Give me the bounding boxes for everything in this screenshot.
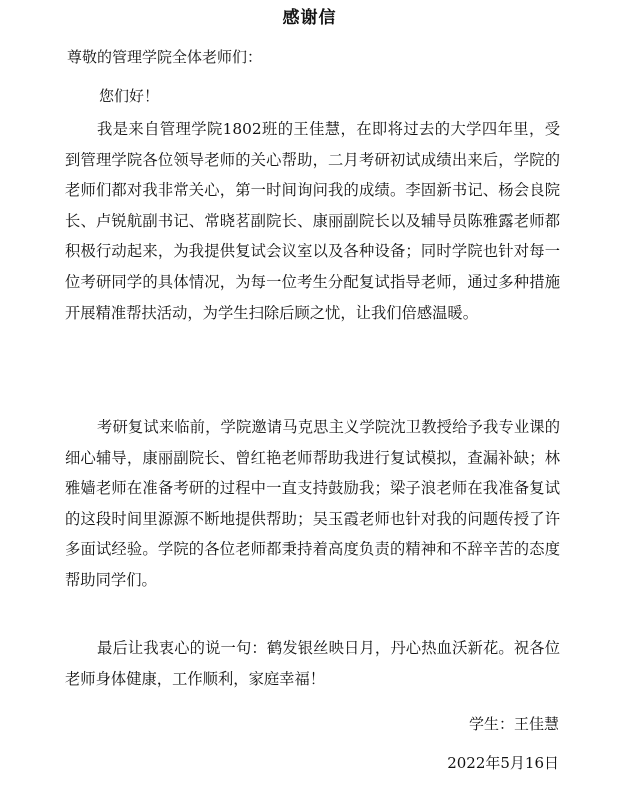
greeting: 您们好！ [99, 87, 160, 105]
letter-date: 2022年5月16日 [447, 754, 559, 772]
paragraph-gratitude-support: 我是来自管理学院1802班的王佳慧，在即将过去的大学四年里，受到管理学院各位领导老师的关心帮助，二月考研初试成绩出来后，学院的老师们都对我非常关心，第一时间询问我的成绩。李固新书记、杨会良院长、卢锐航副书记、常晓茗副院长、康丽副院长以及辅导员陈雅露老师都积极行动起来，为我提供复试会议室以及各种设备；同时学院也针对每一位考研同学的具体情况，为每一位考生分配复试指导老师，通过多种措施开展精准帮扶活动，为学生扫除后顾之忧，让我们倍感温暖。 [65, 120, 560, 322]
paragraph-interview-preparation: 考研复试来临前，学院邀请马克思主义学院沈卫教授给予我专业课的细心辅导，康丽副院长、曾红艳老师帮助我进行复试模拟，查漏补缺；林雅嫱老师在准备考研的过程中一直支持鼓励我；梁子浪老师在我准备复试的这段时间里源源不断地提供帮助；吴玉霞老师也针对我的问题传授了许多面试经验。学院的各位老师都秉持着高度负责的精神和不辞辛苦的态度帮助同学们。 [65, 418, 560, 589]
salutation: 尊敬的管理学院全体老师们： [67, 48, 263, 66]
signature: 学生：王佳慧 [468, 715, 559, 733]
paragraph-closing-wishes: 最后让我衷心的说一句：鹤发银丝映日月，丹心热血沃新花。祝各位老师身体健康，工作顺利，家庭幸福！ [65, 639, 560, 688]
letter-title: 感谢信 [282, 8, 337, 28]
